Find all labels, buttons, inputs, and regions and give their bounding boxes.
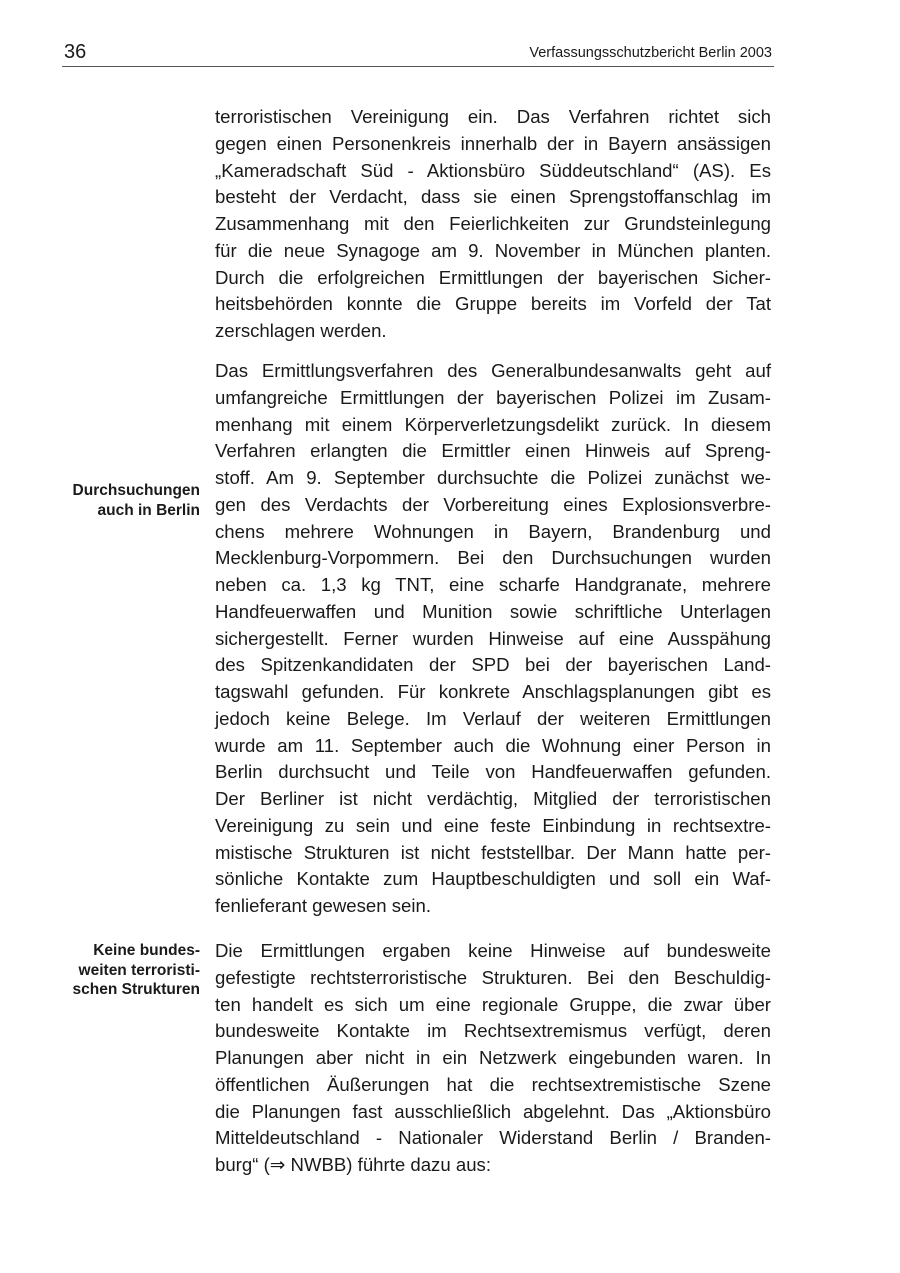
text-line: Das Ermittlungsverfahren des Generalbundesanwalts geht auf xyxy=(215,360,771,381)
text-line: Die Ermittlungen ergaben keine Hinweise auf bundesweite xyxy=(215,940,771,961)
text-line: burg“ (⇒ NWBB) führte dazu aus: xyxy=(215,1154,491,1175)
text-line: „Kameradschaft Süd - Aktionsbüro Süddeutschland“ (AS). Es xyxy=(215,159,771,181)
text-line: Handfeuerwaffen und Munition sowie schriftliche Unterlagen xyxy=(215,600,771,622)
text-line: zerschlagen werden. xyxy=(215,320,387,341)
margin-note-line: schen Strukturen xyxy=(72,981,200,998)
text-line: öffentlichen Äußerungen hat die rechtsextremistische Szene xyxy=(215,1073,771,1095)
text-line: Berlin durchsucht und Teile von Handfeuerwaffen gefunden. xyxy=(215,761,771,783)
text-line: Zusammenhang mit den Feierlichkeiten zur Grundsteinlegung xyxy=(215,213,771,234)
body-paragraph-1 xyxy=(215,104,771,345)
text-line: für die neue Synagoge am 9. November in München planten. xyxy=(215,239,771,261)
text-line: ten handelt es sich um eine regionale Gruppe, die zwar über xyxy=(215,993,771,1015)
text-line: Mecklenburg-Vorpommern. Bei den Durchsuchungen wurden xyxy=(215,547,771,569)
body-paragraph-2 xyxy=(215,358,771,920)
text-line: Verfahren erlangten die Ermittler einen Hinweis auf Spreng- xyxy=(215,440,771,462)
body-paragraph-3 xyxy=(215,938,771,1179)
page-header xyxy=(62,42,774,67)
text-line: gegen einen Personenkreis innerhalb der in Bayern ansässigen xyxy=(215,132,771,154)
text-line: gefestigte rechtsterroristische Strukturen. Bei den Beschuldig- xyxy=(215,966,771,988)
text-line: gen des Verdachts der Vorbereitung eines Explosionsverbre- xyxy=(215,493,771,515)
text-line: Der Berliner ist nicht verdächtig, Mitglied der terroristischen xyxy=(215,788,771,809)
text-line: umfangreiche Ermittlungen der bayerischen Polizei im Zusam- xyxy=(215,386,771,408)
text-line: Vereinigung zu sein und eine feste Einbindung in rechtsextre- xyxy=(215,814,771,836)
page-number: 36 xyxy=(64,41,87,63)
margin-note-keine-strukturen xyxy=(73,941,200,1000)
text-line: fenlieferant gewesen sein. xyxy=(215,895,432,916)
margin-note-line: Durchsuchungen xyxy=(72,482,200,499)
running-title: Verfassungsschutzbericht Berlin 2003 xyxy=(529,45,772,61)
text-line: die Planungen fast ausschließlich abgelehnt. Das „Aktionsbüro xyxy=(215,1100,771,1122)
margin-note-line: Keine bundes- xyxy=(93,942,200,959)
text-line: stoff. Am 9. September durchsuchte die Polizei zunächst we- xyxy=(215,467,771,488)
text-line: bundesweite Kontakte im Rechtsextremismus verfügt, deren xyxy=(215,1020,771,1042)
margin-note-line: auch in Berlin xyxy=(97,501,200,519)
text-line: menhang mit einem Körperverletzungsdelikt zurück. In diesem xyxy=(215,413,771,435)
text-line: sichergestellt. Ferner wurden Hinweise auf eine Ausspähung xyxy=(215,627,771,649)
margin-note-durchsuchungen xyxy=(73,481,200,520)
text-line: neben ca. 1,3 kg TNT, eine scharfe Handgranate, mehrere xyxy=(215,574,771,595)
text-line: tagswahl gefunden. Für konkrete Anschlagsplanungen gibt es xyxy=(215,681,771,702)
text-line: mistische Strukturen ist nicht feststellbar. Der Mann hatte per- xyxy=(215,841,771,863)
text-line: Mitteldeutschland - Nationaler Widerstand Berlin / Branden- xyxy=(215,1127,771,1149)
text-line: sönliche Kontakte zum Hauptbeschuldigten und soll ein Waf- xyxy=(215,868,771,890)
text-line: terroristischen Vereinigung ein. Das Verfahren richtet sich xyxy=(215,106,771,127)
text-line: heitsbehörden konnte die Gruppe bereits im Vorfeld der Tat xyxy=(215,293,771,315)
text-line: jedoch keine Belege. Im Verlauf der weiteren Ermittlungen xyxy=(215,707,771,729)
text-line: des Spitzenkandidaten der SPD bei der bayerischen Land- xyxy=(215,654,771,676)
text-line: Planungen aber nicht in ein Netzwerk eingebunden waren. In xyxy=(215,1047,771,1068)
text-line: wurde am 11. September auch die Wohnung einer Person in xyxy=(215,734,771,756)
text-line: chens mehrere Wohnungen in Bayern, Brandenburg und xyxy=(215,520,771,542)
text-line: besteht der Verdacht, dass sie einen Sprengstoffanschlag im xyxy=(215,186,771,208)
text-line: Durch die erfolgreichen Ermittlungen der bayerischen Sicher- xyxy=(215,266,771,288)
margin-note-line: weiten terroristi- xyxy=(78,961,200,979)
